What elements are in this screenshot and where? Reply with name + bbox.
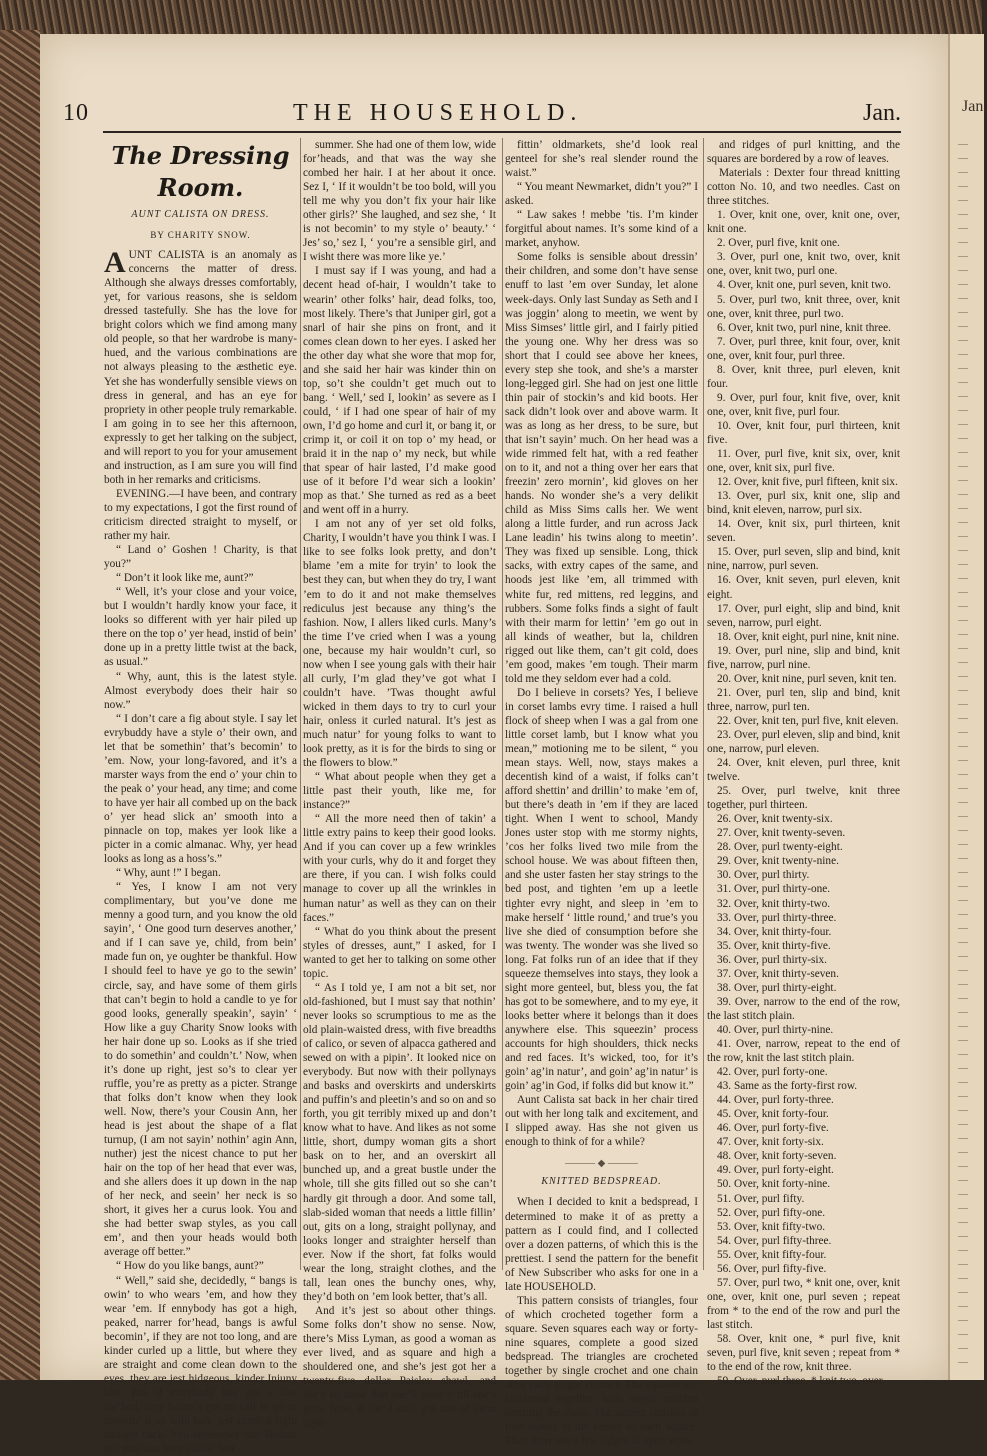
column-divider: [300, 138, 301, 1270]
adjacent-page-text-line: [958, 788, 968, 789]
paragraph: “ Law sakes ! mebbe ’tis. I’m kinder forgitful about names. It’s some kind of a market, anyhow.: [505, 209, 698, 250]
adjacent-page-text-line: [958, 144, 968, 145]
paragraph: Some folks is sensible about dressin’ their children, and some don’t have sense enuff to last ’em over Sunday, let alone week-days. Only last Sunday as Seth and I was joggin’ along to meetin, we went by Miss Simses’ little girl, and I fairly pitied the young one. Why her dress was so short that I could see above her knees, every step she took, and she’s a marster long-legged girl. She had on jest one little thin pair of stockin’s and kid boots. Her sack didn’t look over and above warm. It was as long as her dress, to be sure, but that isn’t sayin’ much. On her head was a wide rimmed felt hat, with a red feather on to it, and not a thing over her ears that freezin’ zero mornin’, kid gloves on her hands. No wonder she’s a very delikit child as Miss Sims calls her. We went along a little furder, and run across Jack Lane leadin’ his twins along to meetin’. They was fixed up sensible. Long, thick sacks, with extry capes of the same, and hoods jest like ’em, all trimmed with white fur, red mittens, red leggins, and rubbers. Some folks finds a sight of fault with their marm for lettin’ ’em go out in all kinds of weather, but la, children rigged out like them, can’t git cold, does ’em good, makes ’em tough. Their marm told me they seldom ever had a cold.: [505, 251, 698, 685]
knitting-row: 21. Over, purl ten, slip and bind, knit three, narrow, purl ten.: [707, 686, 900, 713]
paragraph: “ I don’t care a fig about style. I say let evrybuddy have a style o’ their own, and let that be somethin’ that’s becomin’ to ’em. Now, your long-favored, and it’s a marster ways from the end o’ your chin to the peak o’ your head, any time; and come to have yer hair all combed up on the back o’ yer head slick an’ smooth into a pinnacle on top, makes yer look like a picter in a comic almanac. Why, yer head looks as long as a hoss’s.”: [104, 712, 297, 866]
paragraph: “ What do you think about the present styles of dresses, aunt,” I asked, for I wanted to get her to talking on some other topic.: [303, 925, 496, 980]
adjacent-page-text-line: [958, 942, 968, 943]
adjacent-page-text-line: [958, 900, 968, 901]
paragraph: “ Well, it’s your close and your voice, but I wouldn’t hardly know your face, it looks so different with yer hair piled up there on the top o’ yer head, instid of bein’ done up in a pretty little twist at the back, as usual.”: [104, 586, 297, 669]
adjacent-page-text-line: [958, 326, 968, 327]
knitting-row: 8. Over, knit three, purl eleven, knit four.: [707, 363, 900, 390]
adjacent-page-edge: [948, 34, 987, 1380]
adjacent-page-text-line: [958, 760, 968, 761]
adjacent-page-text-line: [958, 158, 968, 159]
knitting-row: 2. Over, purl five, knit one.: [717, 237, 840, 250]
knitting-row: 24. Over, knit eleven, purl three, knit twelve.: [707, 757, 900, 784]
knitting-row: 50. Over, knit forty-nine.: [717, 1178, 831, 1191]
knitting-row: 35. Over, knit thirty-five.: [717, 939, 831, 952]
adjacent-page-text-line: [958, 536, 968, 537]
article-subtitle: AUNT CALISTA ON DRESS.: [131, 209, 270, 220]
adjacent-page-text-line: [958, 186, 968, 187]
knitting-row: 43. Same as the forty-first row.: [717, 1080, 858, 1093]
adjacent-page-text-line: [958, 1026, 968, 1027]
knitting-row: 56. Over, purl fifty-five.: [717, 1262, 827, 1275]
knitting-row: 4. Over, knit one, purl seven, knit two.: [717, 279, 891, 292]
knitting-row: 38. Over, purl thirty-eight.: [717, 981, 837, 994]
adjacent-page-text-line: [958, 984, 968, 985]
knitting-row: 16. Over, knit seven, purl eleven, knit eight.: [707, 574, 900, 601]
adjacent-page-text-line: [958, 858, 968, 859]
knitting-row: 53. Over, knit fifty-two.: [717, 1220, 826, 1233]
knitting-row: 39. Over, narrow to the end of the row, the last stitch plain.: [707, 995, 900, 1022]
knitting-row: 52. Over, purl fifty-one.: [717, 1206, 826, 1219]
adjacent-page-text-line: [958, 1124, 968, 1125]
marbled-cover-top: [0, 0, 982, 34]
adjacent-page-text-line: [958, 844, 968, 845]
knitting-row: 55. Over, knit fifty-four.: [717, 1248, 827, 1261]
adjacent-page-text-line: [958, 1348, 968, 1349]
paragraph: Materials : Dexter four thread knitting cotton No. 10, and two needles. Cast on three stitches.: [707, 167, 900, 208]
paragraph: I must say if I was young, and had a decent head of-hair, I wouldn’t take to wearin’ other folks’ hair, dead folks, too, most likely. There’s that Juniper girl, got a snarl of hair she pins on front, and it comes clean down to her eyes. I asked her the other day what she wore that mop for, and she said her hair was kinder thin on top, so’t she couldn’t get much out to bang. ‘ Well,’ sed I, lookin’ as severe as I could, ‘ if I had one spear of hair of my own, I’d go home and curl it, or bang it, or crimp it, or coil it on top o’ my head, or braid it in the nap o’ my neck, but while that spear of hair lasted, I’d make good use of it before I’d wear sich a lookin’ mop as that.’ She turned as red as a beet and went off in a hurry.: [303, 265, 496, 517]
page-header: [63, 100, 901, 134]
adjacent-page-text-line: [958, 620, 968, 621]
knitting-row: 23. Over, purl eleven, slip and bind, knit one, narrow, purl eleven.: [707, 728, 900, 756]
knitting-row: 27. Over, knit twenty-seven.: [717, 827, 846, 840]
knitting-row: 44. Over, purl forty-three.: [717, 1094, 834, 1107]
knitting-row: 12. Over, knit five, purl fifteen, knit six.: [717, 476, 898, 489]
adjacent-page-text-line: [958, 872, 968, 873]
adjacent-page-text-line: [958, 746, 968, 747]
paragraph: fittin’ oldmarkets, she’d look real genteel for she’s real slender round the waist.”: [505, 139, 698, 180]
knitting-row: 48. Over, knit forty-seven.: [717, 1150, 837, 1163]
adjacent-page-text-line: [958, 1236, 968, 1237]
column-3: [505, 138, 698, 1448]
adjacent-page-text-line: [958, 676, 968, 677]
knitting-row: 49. Over, purl forty-eight.: [717, 1164, 834, 1177]
paragraph: and ridges of purl knitting, and the squares are bordered by a row of leaves.: [707, 139, 900, 166]
knitting-row: 13. Over, purl six, knit one, slip and bind, knit eleven, narrow, purl six.: [707, 490, 900, 517]
adjacent-page-text-line: [958, 634, 968, 635]
adjacent-page-text-line: [958, 284, 968, 285]
adjacent-page-text-line: [958, 816, 968, 817]
paragraph: “ Why, aunt !” I began.: [116, 867, 221, 880]
adjacent-page-text-line: [958, 1082, 968, 1083]
adjacent-page-text-line: [958, 312, 968, 313]
adjacent-page-text-line: [958, 1152, 968, 1153]
issue-month: Jan.: [863, 100, 901, 126]
adjacent-page-text-line: [958, 774, 968, 775]
knitting-row: 22. Over, knit ten, purl five, knit eleven.: [717, 714, 899, 727]
paragraph: “ Yes, I know I am not very complimentary, but you’ve done me menny a good turn, and you know the old sayin’, ‘ One good turn deserves another,’ and if I can save ye, child, from bein’ made fun on, ye oughter be thankful. How I should feel to have ye go to the sewin’ circle, say, and have some of them girls that can’t begin to hold a candle to ye for good looks, generally speakin’, sayin’ ‘ How like a guy Charity Snow looks with her hair done up so. Looks as if she tried to do somethin’ and couldn’t.’ Now, when it’s done up right, jest so’s to clear yer ruffle, you’re as pretty as a picter. Strange that folks don’t know when they look well. Now, there’s your Cousin Ann, her head is jest about the shape of a flat turnup, (I am not sayin’ nothin’ agin Ann, nuther) jest the nicest chance to put her hair on the top of her head that ever was, and she allers does it up down in the nap of her neck, and seein’ her neck is so short, it gives her a curus look. You and she had better swap styles, as you call em’, and then your heads would both average off better.”: [104, 881, 297, 1259]
paragraph: This pattern consists of triangles, four of which crocheted together form a square. Seven squares each way or forty-nine squares, complete a good sized bedspread. The triangles are crocheted together by single crochet and one chain after each single crochet. The squares are crocheted together with single crochet omitting the chain. The pattern consists of four leaves in the center of each square. Then there are a few ridges of open work: [505, 1294, 698, 1448]
section-divider: ——— ◆ ———: [565, 1158, 638, 1170]
knitting-row: 54. Over, purl fifty-three.: [717, 1234, 832, 1247]
adjacent-page-text-line: [958, 1250, 968, 1251]
paragraph: “ Why, aunt, this is the latest style. Almost everybody does their hair so now.”: [104, 670, 297, 711]
knitting-row: 17. Over, purl eight, slip and bind, knit seven, narrow, purl eight.: [707, 602, 900, 629]
knitting-row: 19. Over, purl nine, slip and bind, knit five, narrow, purl nine.: [707, 644, 900, 671]
column-1: [104, 138, 297, 1456]
paragraph: Aunt Calista sat back in her chair tired out with her long talk and excitement, and I slipped away. Has she not given us enough to think of for a while?: [505, 1094, 698, 1149]
adjacent-page-text-line: [958, 354, 968, 355]
article-body: [505, 138, 698, 1149]
knitting-row: 59. Over, purl three, * knit two, over,: [717, 1375, 885, 1388]
paragraph: “ As I told ye, I am not a bit set, nor old-fashioned, but I must say that nothin’ never looks so scrumptious to me as the old plain-waisted dress, with five breadths of calico, or seven of alpacca gathered and sewed on with a pipin’. It looked nice on everybody. But now with their pollynays and basks and overskirts and underskirts and puffin’s and pleetin’s and so on and so forth, you git terribly mixed up and don’t know what to have. And likes as not some little, short, dumpy woman gits a short bask on to her, and an overskirt all bunched up, and a great bustle under the whole, till she gits filled out so she can’t hardly git through a door. And some tall, slab-sided woman that needs a little fillin’ out, gits on a long, straight pollynay, and looks longer and straighter herself than ever. Now if the short, fat folks would wear the long, straight clothes, and the tall, lean ones the bunchy ones, why, they’d both on ’em look better, that’s all.: [303, 981, 496, 1303]
adjacent-page-text-line: [958, 1306, 968, 1307]
knitting-row: 34. Over, knit thirty-four.: [717, 925, 832, 938]
adjacent-page-text-line: [958, 452, 968, 453]
knitting-row: 45. Over, knit forty-four.: [717, 1108, 829, 1121]
adjacent-page-text-line: [958, 732, 968, 733]
paragraph: “ What about people when they get a little past their youth, like me, for instance?”: [303, 771, 496, 812]
knitting-rows: [707, 208, 900, 1388]
article-body: [104, 248, 297, 1456]
knitting-row: 37. Over, knit thirty-seven.: [717, 967, 839, 980]
knitting-row: 51. Over, purl fifty.: [717, 1192, 805, 1205]
adjacent-page-text-line: [958, 998, 968, 999]
adjacent-page-text-line: [958, 886, 968, 887]
adjacent-page-text-line: [958, 592, 968, 593]
knitting-row: 58. Over, knit one, * purl five, knit seven, purl five, knit seven ; repeat from * to the end of the row, knit three.: [707, 1332, 900, 1374]
page-number: 10: [63, 100, 89, 126]
masthead: THE HOUSEHOLD.: [293, 100, 583, 126]
knitting-row: 46. Over, purl forty-five.: [717, 1122, 829, 1135]
column-divider: [502, 138, 503, 1270]
adjacent-page-text-line: [958, 690, 968, 691]
knitting-row: 10. Over, knit four, purl thirteen, knit five.: [707, 419, 900, 446]
knitting-row: 28. Over, purl twenty-eight.: [717, 841, 843, 854]
paragraph: EVENING.—I have been, and contrary to my expectations, I got the first round of criticism directed straight to myself, or rather my hair.: [104, 487, 297, 543]
paragraph: “ Don’t it look like me, aunt?”: [116, 572, 254, 585]
adjacent-page-text-line: [958, 914, 968, 915]
adjacent-page-text-line: [958, 718, 968, 719]
adjacent-page-text-line: [958, 522, 968, 523]
adjacent-page-text-line: [958, 1208, 968, 1209]
paragraph: Do I believe in corsets? Yes, I believe in corset lambs evry time. I raised a hull flock of sheep when I was a gal from one little corset lamb, but I know what you mean,” motioning me to be silent, “ you mean stays. Well, now, stays makes a decentish kind of a waist, if folks can’t afford shettin’ and drillin’ to make ’em of, but there’s death in ’em if they are laced tight. When I went to school, Mandy Jones uster stop with me stormy nights, ’cos her folks lived two mile from the school house. We was about fifteen then, and she uster fasten her stay strings to the bed post, and tighten ’em up a leetle tighter evry night, and sleep in ’em to make herself ‘ little round,’ and true’s you live she died of consumption before she was twenty. The wonder was she lived so long. Fat folks run of an idee that if they squeeze themselves into stays, they look a sight more genteel, but, bless you, the fat has got to be somewhere, and to my eye, it looks better where it belongs than it does anywhere else. This squeezin’ process accounts for high shoulders, thick necks and red faces. It’s wicked, too, for it’s goin’ ag’in natur’, and goin’ ag’in natur’ is goin’ ag’in God, if folks did but know it.”: [505, 686, 698, 1093]
knitting-row: 5. Over, purl two, knit three, over, knit one, over, knit three, purl two.: [707, 293, 900, 320]
knitting-row: 25. Over, purl twelve, knit three together, purl thirteen.: [707, 785, 900, 812]
adjacent-page-text-line: [958, 480, 968, 481]
paragraph: “ Well,” said she, decidedly, “ bangs is owin’ to who wears ’em, and how they wear ’em. If ennybody has got a high, peaked, narrer for’head, bangs is awful becomin’, if they are not too long, and are kinder curled up a little, but where they are straight and come clean down to the eyes, they are jest hidgeous, kinder Injuny like. But if ennybody has got a low for’hed, they haven’t got no call to go to coverin’ it up with hair, jest comb it right straight back. You remember that Boston girl that was here visitin’ last: [104, 1274, 297, 1456]
adjacent-page-text-line: [958, 606, 968, 607]
knitting-row: 6. Over, knit two, purl nine, knit three.: [717, 321, 891, 334]
paragraph: “ All the more need then of takin’ a little extry pains to keep their good looks. And if you can cover up a few wrinkles with your curls, why do it and forget they are there, if you can. I wish folks could manage to cover up all the wrinkles in human natur’ as well as they can on their faces.”: [303, 813, 496, 924]
knitting-row: 57. Over, purl two, * knit one, over, knit one, over, knit one, purl seven ; repeat from * to the end of the row and purl the last stitch.: [707, 1276, 900, 1331]
adjacent-page-text-line: [958, 340, 968, 341]
paragraph: UNT CALISTA is an anomaly as concerns the matter of dress. Although she always dresses comfortably, yet, for various reasons, she is seldom dressed tastefully. She has the love for bright colors which we find among many old people, so that her wardrobe is many-hued, and the various combinations are not always pleasing to the æsthetic eye. Yet she has wonderfully sensible views on dress in general, and has an eye for propriety in other people truly remarkable. I am going in to see her this afternoon, expressly to get her talking on the subject, and will report to you for your amusement and instruction, as I am sure you will find both in her remarks and criticisms.: [104, 249, 297, 486]
adjacent-page-text-line: [958, 704, 968, 705]
knitting-row: 1. Over, knit one, over, knit one, over, knit one.: [707, 209, 900, 236]
knitting-row: 41. Over, narrow, repeat to the end of the row, knit the last stitch plain.: [707, 1038, 900, 1065]
knitting-row: 9. Over, purl four, knit five, over, knit one, over, knit five, purl four.: [707, 391, 900, 418]
adjacent-page-text-line: [958, 256, 968, 257]
adjacent-page-text-line: [958, 1334, 968, 1335]
adjacent-page-text-line: [958, 396, 968, 397]
adjacent-page-text-line: [958, 298, 968, 299]
adjacent-page-text-line: [958, 1096, 968, 1097]
adjacent-page-text-line: [958, 382, 968, 383]
paragraph: “ You meant Newmarket, didn’t you?” I asked.: [505, 181, 698, 208]
column-2: [303, 138, 496, 1430]
knitting-row: 15. Over, purl seven, slip and bind, knit nine, narrow, purl seven.: [707, 546, 900, 573]
adjacent-page-text-line: [958, 662, 968, 663]
knitting-row: 14. Over, knit six, purl thirteen, knit seven.: [707, 518, 900, 545]
header-rule: [103, 131, 901, 133]
adjacent-page-text-line: [958, 1222, 968, 1223]
knitting-intro: [505, 1195, 698, 1448]
paragraph: summer. She had one of them low, wide for’heads, and that was the way she combed her hair. I at her about it once. Sez I, ‘ If it wouldn’t be too bold, will you tell me why you don’t fix your hair like other girls?’ She laughed, and sez she, ‘ It is not becomin’ to my style o’ beauty.’ ‘ Jes’ so,’ sez I, ‘ you’re a sensible girl, and I wisht there was more like ye.’: [303, 139, 496, 264]
knitting-row: 47. Over, knit forty-six.: [717, 1136, 824, 1149]
adjacent-page-text-line: [958, 410, 968, 411]
article-byline: BY CHARITY SNOW.: [150, 230, 251, 241]
knitting-row: 31. Over, purl thirty-one.: [717, 883, 831, 896]
adjacent-page-text-line: [958, 1068, 968, 1069]
adjacent-page-text-line: [958, 368, 968, 369]
knitting-row: 36. Over, purl thirty-six.: [717, 953, 827, 966]
knitting-row: 7. Over, purl three, knit four, over, knit one, over, knit four, purl three.: [707, 335, 900, 362]
adjacent-page-text-line: [958, 200, 968, 201]
adjacent-page-text-line: [958, 802, 968, 803]
adjacent-page-text-line: [958, 956, 968, 957]
knitting-row: 18. Over, knit eight, purl nine, knit nine.: [717, 630, 900, 643]
adjacent-page-text-line: [958, 1278, 968, 1279]
adjacent-page-text-line: [958, 1194, 968, 1195]
adjacent-page-text-line: [958, 424, 968, 425]
knitting-row: 26. Over, knit twenty-six.: [717, 813, 833, 826]
adjacent-page-text-line: [958, 466, 968, 467]
adjacent-page-text-line: [958, 550, 968, 551]
adjacent-page-text-line: [958, 438, 968, 439]
paragraph: “ How do you like bangs, aunt?”: [116, 1260, 264, 1273]
adjacent-page-text-line: [958, 970, 968, 971]
paragraph: When I decided to knit a bedspread, I determined to make it of as pretty a pattern as I could find, and I collected over a dozen patterns, of which this is the prettiest. I send the pattern for the benefit of New Subscriber who asks for one in a late HOUSEHOLD.: [505, 1196, 698, 1293]
knitting-row: 40. Over, purl thirty-nine.: [717, 1023, 834, 1036]
knitting-row: 11. Over, purl five, knit six, over, knit one, over, knit six, purl five.: [707, 448, 900, 475]
adjacent-page-text-line: [958, 1180, 968, 1181]
marbled-cover-left: [0, 30, 40, 1380]
adjacent-page-text-line: [958, 1110, 968, 1111]
knitting-row: 32. Over, knit thirty-two.: [717, 897, 831, 910]
adjacent-page-text-line: [958, 172, 968, 173]
knitting-row: 3. Over, purl one, knit two, over, knit one, over, knit two, purl one.: [707, 251, 900, 278]
knitting-row: 42. Over, purl forty-one.: [717, 1066, 828, 1079]
adjacent-page-text-line: [958, 1362, 968, 1363]
adjacent-page-text-line: [958, 928, 968, 929]
adjacent-page-month: Jan.: [962, 98, 987, 115]
paragraph: And it’s jest so about other things. Some folks don’t show no sense. Now, there’s Miss Lyman, as good a woman as ever lived, and as square and high a shouldered one, and she’s jest got her a twenty-five dollar Paisley shawl, and she’s so close that she’ll wear it till she’s gray. Now, if she’d only got one of them tight-: [303, 1304, 496, 1430]
adjacent-page-text-line: [958, 1264, 968, 1265]
adjacent-page-text-line: [958, 830, 968, 831]
knitting-row: 30. Over, purl thirty.: [717, 869, 810, 882]
adjacent-page-text-line: [958, 1012, 968, 1013]
knitting-row: 20. Over, knit nine, purl seven, knit ten.: [717, 672, 897, 685]
knitting-instructions: [707, 138, 900, 208]
adjacent-page-text-line: [958, 270, 968, 271]
adjacent-page-text-line: [958, 578, 968, 579]
adjacent-page-text-line: [958, 1054, 968, 1055]
adjacent-page-text-line: [958, 648, 968, 649]
adjacent-page-text-line: [958, 242, 968, 243]
adjacent-page-text-line: [958, 1292, 968, 1293]
adjacent-page-text-line: [958, 1320, 968, 1321]
section-title-knitted-bedspread: KNITTED BEDSPREAD.: [541, 1176, 662, 1188]
adjacent-page-text-line: [958, 564, 968, 565]
section-title-dressing-room: The Dressing Room.: [111, 141, 290, 202]
article-body: [303, 138, 496, 1430]
knitting-row: 33. Over, purl thirty-three.: [717, 911, 837, 924]
column-divider: [703, 138, 704, 1270]
adjacent-page-text-line: [958, 508, 968, 509]
adjacent-page-text-line: [958, 1166, 968, 1167]
paragraph: “ Land o’ Goshen ! Charity, is that you?”: [104, 544, 297, 571]
adjacent-page-text-line: [958, 1138, 968, 1139]
knitting-row: 29. Over, knit twenty-nine.: [717, 855, 839, 868]
adjacent-page-text-line: [958, 228, 968, 229]
adjacent-page-text-line: [958, 494, 968, 495]
adjacent-page-text-line: [958, 214, 968, 215]
column-4: [707, 138, 900, 1388]
paragraph: I am not any of yer set old folks, Charity, I wouldn’t have you think I was. I like to see folks look pretty, and don’t blame ’em a mite for tryin’ to look the best they can, but when they do try, I want ’em to do it and not make themselves rediculus jest because any thing’s the fashion. Now, I allers liked curls. Many’s the time I’ve cried when I was a young one, because my hair wouldn’t curl, so now when I see young gals with their hair all curly, I’m glad they’ve got what I couldn’t have. ’Twas thought awful wicked in them days to try to curl your hair, onless it curled natural. It’s jest as much natur’ for young folks to want to look pretty, as it is for the birds to sing or the flowers to blow.”: [303, 518, 496, 770]
adjacent-page-text-line: [958, 1040, 968, 1041]
drop-cap: A: [104, 246, 126, 280]
